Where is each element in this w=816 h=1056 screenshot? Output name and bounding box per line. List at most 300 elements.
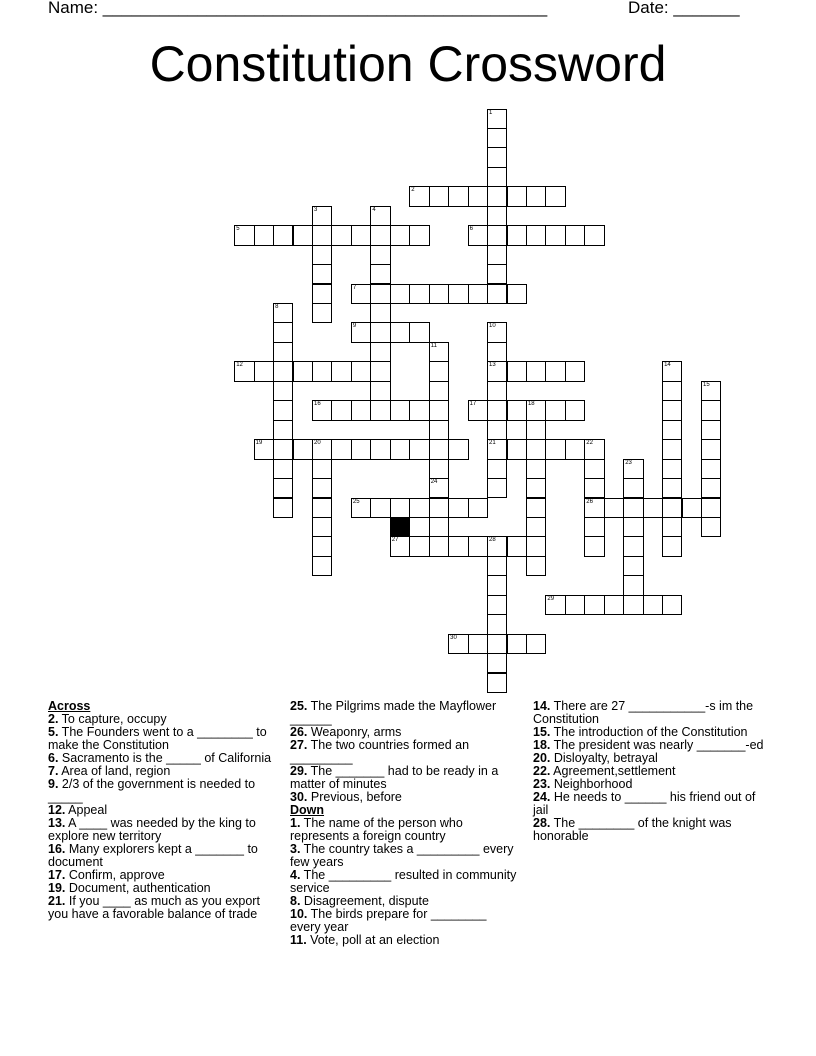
grid-cell[interactable]: [584, 536, 604, 556]
clue-number: 29: [547, 595, 555, 602]
grid-cell[interactable]: [390, 400, 410, 420]
clue-number: 13: [489, 362, 496, 369]
grid-cell[interactable]: [701, 400, 721, 420]
black-cell: [390, 517, 410, 537]
clue-number: 6: [469, 226, 473, 233]
clue-number: 9: [352, 323, 357, 330]
grid-cell[interactable]: [507, 225, 527, 245]
clue-number: 16: [314, 401, 321, 408]
across-clue: [290, 700, 518, 726]
clue-text: The _________ resulted in community service: [290, 868, 517, 895]
grid-cell[interactable]: [409, 186, 429, 206]
grid-cell[interactable]: [623, 575, 643, 595]
grid-cell[interactable]: [254, 361, 274, 381]
grid-cell[interactable]: [565, 225, 585, 245]
grid-cell[interactable]: [487, 342, 507, 362]
grid-cell[interactable]: [526, 400, 546, 420]
grid-cell[interactable]: [507, 361, 527, 381]
grid-cell[interactable]: [429, 536, 449, 556]
grid-cell[interactable]: [468, 284, 488, 304]
grid-cell[interactable]: [331, 400, 351, 420]
clue-text: The _______ had to be ready in a matter of minutes: [290, 764, 499, 791]
grid-cell[interactable]: [487, 459, 507, 479]
grid-cell[interactable]: [331, 361, 351, 381]
grid-cell[interactable]: [623, 595, 643, 615]
clue-number: 9.: [48, 777, 59, 791]
name-field[interactable]: Name: _______________________________________________: [48, 0, 548, 17]
grid-cell[interactable]: [526, 420, 546, 440]
across-clue: [290, 791, 518, 804]
clue-text: If you ____ as much as you export you have a favorable balance of trade: [48, 894, 260, 921]
grid-cell[interactable]: [507, 400, 527, 420]
clue-number: 12.: [48, 803, 66, 817]
clue-text: The country takes a _________ every few years: [290, 842, 514, 869]
grid-cell[interactable]: [409, 322, 429, 342]
clue-number: 23: [625, 459, 632, 466]
grid-cell[interactable]: [351, 498, 371, 518]
clue-number: 1: [489, 109, 493, 116]
across-clue: [48, 895, 276, 921]
clue-text: 2/3 of the government is needed to _____: [48, 777, 256, 804]
grid-cell[interactable]: [409, 225, 429, 245]
clue-number: 19: [255, 440, 263, 447]
grid-cell[interactable]: [526, 439, 546, 459]
clue-text: The name of the person who represents a foreign country: [290, 816, 463, 843]
grid-cell[interactable]: [487, 575, 507, 595]
grid-cell[interactable]: [662, 400, 682, 420]
clue-text: There are 27 ___________-s im the Constitution: [533, 699, 754, 726]
grid-cell[interactable]: [429, 439, 449, 459]
grid-cell[interactable]: [487, 322, 507, 342]
grid-cell[interactable]: [526, 459, 546, 479]
grid-cell[interactable]: [701, 459, 721, 479]
grid-cell[interactable]: [584, 225, 604, 245]
grid-cell[interactable]: [487, 673, 507, 693]
clue-number: 7.: [48, 764, 59, 778]
grid-cell[interactable]: [623, 517, 643, 537]
grid-cell[interactable]: [390, 498, 410, 518]
grid-cell[interactable]: [351, 439, 371, 459]
grid-cell[interactable]: [390, 284, 410, 304]
grid-cell[interactable]: [351, 322, 371, 342]
grid-cell[interactable]: [370, 206, 390, 226]
clue-number: 4: [372, 206, 376, 213]
grid-cell[interactable]: [429, 498, 449, 518]
grid-cell[interactable]: [701, 439, 721, 459]
clue-text: The Founders went to a ________ to make the Constitution: [48, 725, 267, 752]
clue-number: 18: [527, 401, 535, 408]
clue-number: 21: [489, 440, 496, 447]
grid-cell[interactable]: [429, 459, 449, 479]
clue-number: 18.: [533, 738, 551, 752]
clue-text: Area of land, region: [58, 764, 171, 778]
grid-cell[interactable]: [312, 284, 332, 304]
clue-number: 8.: [290, 894, 301, 908]
grid-cell[interactable]: [429, 517, 449, 537]
grid-cell[interactable]: [254, 225, 274, 245]
grid-cell[interactable]: [273, 439, 293, 459]
grid-cell[interactable]: [662, 498, 682, 518]
down-clue: [290, 934, 518, 947]
clue-number: 11.: [290, 933, 307, 947]
grid-cell[interactable]: [273, 361, 293, 381]
grid-cell[interactable]: [545, 361, 565, 381]
grid-cell[interactable]: [545, 439, 565, 459]
grid-cell[interactable]: [370, 303, 390, 323]
clue-number: 22: [586, 440, 593, 447]
grid-cell[interactable]: [409, 439, 429, 459]
grid-cell[interactable]: [584, 595, 604, 615]
clue-number: 29.: [290, 764, 308, 778]
clues-column-3: [533, 700, 773, 843]
grid-cell[interactable]: [701, 498, 721, 518]
grid-cell[interactable]: [409, 284, 429, 304]
grid-cell[interactable]: [312, 556, 332, 576]
grid-cell[interactable]: [312, 498, 332, 518]
grid-cell[interactable]: [312, 400, 332, 420]
grid-cell[interactable]: [351, 225, 371, 245]
grid-cell[interactable]: [623, 536, 643, 556]
grid-cell[interactable]: [273, 342, 293, 362]
grid-cell[interactable]: [487, 361, 507, 381]
grid-cell[interactable]: [604, 595, 624, 615]
clue-number: 24: [430, 479, 438, 486]
clue-text: Weaponry, arms: [307, 725, 402, 739]
clue-text: Previous, before: [307, 790, 402, 804]
clue-number: 30: [450, 634, 457, 641]
grid-cell[interactable]: [526, 361, 546, 381]
grid-cell[interactable]: [273, 498, 293, 518]
clue-number: 8: [275, 304, 279, 310]
grid-cell[interactable]: [312, 517, 332, 537]
grid-cell[interactable]: [623, 556, 643, 576]
across-clue: [290, 765, 518, 791]
grid-cell[interactable]: [545, 186, 565, 206]
grid-cell[interactable]: [312, 303, 332, 323]
clue-text: The birds prepare for ________ every year: [290, 907, 487, 934]
clue-text: Document, authentication: [65, 881, 211, 895]
grid-cell[interactable]: [370, 361, 390, 381]
grid-cell[interactable]: [273, 381, 293, 401]
grid-cell[interactable]: [293, 439, 313, 459]
grid-cell[interactable]: [526, 556, 546, 576]
grid-cell[interactable]: [662, 439, 682, 459]
grid-cell[interactable]: [507, 536, 527, 556]
grid-cell[interactable]: [662, 361, 682, 381]
grid-cell[interactable]: [487, 614, 507, 634]
grid-cell[interactable]: [565, 439, 585, 459]
clue-text: To capture, occupy: [58, 712, 167, 726]
grid-cell[interactable]: [273, 400, 293, 420]
grid-cell[interactable]: [370, 225, 390, 245]
clue-text: Appeal: [65, 803, 108, 817]
grid-cell[interactable]: [448, 536, 468, 556]
grid-cell[interactable]: [662, 459, 682, 479]
grid-cell[interactable]: [487, 167, 507, 187]
grid-cell[interactable]: [254, 439, 274, 459]
grid-cell[interactable]: [701, 420, 721, 440]
grid-cell[interactable]: [487, 147, 507, 167]
down-clue: [533, 817, 773, 843]
clue-number: 6.: [48, 751, 59, 765]
grid-cell[interactable]: [487, 653, 507, 673]
grid-cell[interactable]: [565, 361, 585, 381]
clue-number: 5.: [48, 725, 59, 739]
clue-text: A ____ was needed by the king to explore new territory: [48, 816, 256, 843]
grid-cell[interactable]: [390, 536, 410, 556]
grid-cell[interactable]: [584, 478, 604, 498]
grid-cell[interactable]: [468, 536, 488, 556]
grid-cell[interactable]: [448, 186, 468, 206]
grid-cell[interactable]: [370, 381, 390, 401]
grid-cell[interactable]: [487, 206, 507, 226]
down-clue: [290, 817, 518, 843]
clue-text: Disagreement, dispute: [300, 894, 429, 908]
grid-cell[interactable]: [370, 264, 390, 284]
clue-number: 26: [586, 498, 593, 505]
grid-cell[interactable]: [312, 245, 332, 265]
grid-cell[interactable]: [487, 634, 507, 654]
clue-text: The introduction of the Constitution: [550, 725, 748, 739]
grid-cell[interactable]: [701, 381, 721, 401]
grid-cell[interactable]: [293, 225, 313, 245]
grid-cell[interactable]: [370, 245, 390, 265]
grid-cell[interactable]: [487, 109, 507, 129]
grid-cell[interactable]: [701, 478, 721, 498]
grid-cell[interactable]: [448, 634, 468, 654]
grid-cell[interactable]: [273, 322, 293, 342]
grid-cell[interactable]: [584, 517, 604, 537]
grid-cell[interactable]: [312, 459, 332, 479]
grid-cell[interactable]: [487, 225, 507, 245]
grid-cell[interactable]: [429, 420, 449, 440]
grid-cell[interactable]: [662, 420, 682, 440]
grid-cell[interactable]: [390, 225, 410, 245]
grid-cell[interactable]: [312, 264, 332, 284]
grid-cell[interactable]: [429, 361, 449, 381]
across-clue: [48, 778, 276, 804]
clue-text: Many explorers kept a _______ to document: [48, 842, 258, 869]
down-clue: [533, 700, 773, 726]
grid-cell[interactable]: [682, 498, 702, 518]
grid-cell[interactable]: [545, 225, 565, 245]
grid-cell[interactable]: [487, 128, 507, 148]
grid-cell[interactable]: [234, 361, 254, 381]
grid-cell[interactable]: [584, 459, 604, 479]
grid-cell[interactable]: [507, 634, 527, 654]
grid-cell[interactable]: [468, 186, 488, 206]
grid-cell[interactable]: [468, 225, 488, 245]
grid-cell[interactable]: [662, 381, 682, 401]
clue-number: 24.: [533, 790, 551, 804]
grid-cell[interactable]: [312, 536, 332, 556]
grid-cell[interactable]: [429, 186, 449, 206]
clue-number: 11: [430, 342, 437, 349]
grid-cell[interactable]: [487, 284, 507, 304]
grid-cell[interactable]: [604, 498, 624, 518]
grid-cell[interactable]: [487, 595, 507, 615]
grid-cell[interactable]: [234, 225, 254, 245]
grid-cell[interactable]: [487, 245, 507, 265]
grid-cell[interactable]: [429, 284, 449, 304]
clue-number: 16.: [48, 842, 66, 856]
grid-cell[interactable]: [526, 517, 546, 537]
clue-number: 17: [469, 401, 477, 408]
grid-cell[interactable]: [545, 400, 565, 420]
grid-cell[interactable]: [312, 361, 332, 381]
grid-cell[interactable]: [351, 284, 371, 304]
clue-number: 17.: [48, 868, 66, 882]
grid-cell[interactable]: [468, 400, 488, 420]
grid-cell[interactable]: [526, 186, 546, 206]
grid-cell[interactable]: [584, 498, 604, 518]
clue-number: 27.: [290, 738, 308, 752]
clue-number: 23.: [533, 777, 551, 791]
clue-number: 13.: [48, 816, 66, 830]
across-clue: [48, 817, 276, 843]
grid-cell[interactable]: [701, 517, 721, 537]
down-clue: [290, 869, 518, 895]
grid-cell[interactable]: [448, 284, 468, 304]
grid-cell[interactable]: [468, 634, 488, 654]
grid-cell[interactable]: [409, 400, 429, 420]
grid-cell[interactable]: [565, 595, 585, 615]
clue-number: 30.: [290, 790, 308, 804]
grid-cell[interactable]: [526, 634, 546, 654]
clue-text: The president was nearly _______-ed: [550, 738, 764, 752]
grid-cell[interactable]: [662, 517, 682, 537]
clue-number: 20.: [533, 751, 551, 765]
grid-cell[interactable]: [507, 439, 527, 459]
across-clue: [48, 843, 276, 869]
grid-cell[interactable]: [429, 342, 449, 362]
down-clue: [290, 908, 518, 934]
clue-text: Disloyalty, betrayal: [550, 751, 658, 765]
grid-cell[interactable]: [643, 498, 663, 518]
clue-number: 10.: [290, 907, 308, 921]
clue-text: The two countries formed an _________: [290, 738, 470, 765]
clue-number: 3.: [290, 842, 301, 856]
grid-cell[interactable]: [623, 459, 643, 479]
date-field[interactable]: Date: _______: [628, 0, 740, 17]
grid-cell[interactable]: [623, 498, 643, 518]
grid-cell[interactable]: [273, 478, 293, 498]
across-clue: [48, 726, 276, 752]
grid-cell[interactable]: [273, 420, 293, 440]
clue-number: 4.: [290, 868, 301, 882]
down-heading: Down: [290, 803, 325, 817]
clue-text: Sacramento is the _____ of California: [58, 751, 272, 765]
grid-cell[interactable]: [370, 284, 390, 304]
clue-text: Agreement,settlement: [550, 764, 676, 778]
clue-number: 19.: [48, 881, 66, 895]
grid-cell[interactable]: [623, 478, 643, 498]
grid-cell[interactable]: [487, 400, 507, 420]
grid-cell[interactable]: [526, 225, 546, 245]
grid-cell[interactable]: [507, 186, 527, 206]
grid-cell[interactable]: [487, 478, 507, 498]
page-title: Constitution Crossword: [149, 36, 667, 92]
clue-number: 15.: [533, 725, 551, 739]
grid-cell[interactable]: [487, 381, 507, 401]
grid-cell[interactable]: [312, 225, 332, 245]
grid-cell[interactable]: [390, 439, 410, 459]
grid-cell[interactable]: [409, 536, 429, 556]
clue-text: He needs to ______ his friend out of jail: [533, 790, 756, 817]
grid-cell[interactable]: [565, 400, 585, 420]
clue-number: 26.: [290, 725, 308, 739]
grid-cell[interactable]: [487, 556, 507, 576]
grid-cell[interactable]: [662, 536, 682, 556]
grid-cell[interactable]: [409, 498, 429, 518]
grid-cell[interactable]: [526, 478, 546, 498]
grid-cell[interactable]: [468, 498, 488, 518]
grid-cell[interactable]: [273, 303, 293, 323]
grid-cell[interactable]: [643, 595, 663, 615]
grid-cell[interactable]: [429, 400, 449, 420]
clue-number: 27: [391, 537, 399, 544]
clue-number: 28: [489, 537, 496, 544]
clue-number: 5: [236, 226, 240, 233]
grid-cell[interactable]: [312, 478, 332, 498]
grid-cell[interactable]: [331, 225, 351, 245]
grid-cell[interactable]: [429, 381, 449, 401]
grid-cell[interactable]: [584, 439, 604, 459]
grid-cell[interactable]: [429, 478, 449, 498]
grid-cell[interactable]: [487, 264, 507, 284]
clue-number: 22.: [533, 764, 551, 778]
grid-cell[interactable]: [448, 498, 468, 518]
grid-cell[interactable]: [351, 361, 371, 381]
grid-cell[interactable]: [370, 498, 390, 518]
grid-cell[interactable]: [370, 439, 390, 459]
grid-cell[interactable]: [351, 400, 371, 420]
grid-cell[interactable]: [487, 536, 507, 556]
grid-cell[interactable]: [545, 595, 565, 615]
grid-cell[interactable]: [312, 206, 332, 226]
grid-cell[interactable]: [390, 322, 410, 342]
grid-cell[interactable]: [370, 400, 390, 420]
grid-cell[interactable]: [448, 439, 468, 459]
clue-text: Confirm, approve: [65, 868, 165, 882]
grid-cell[interactable]: [487, 186, 507, 206]
grid-cell[interactable]: [662, 478, 682, 498]
clue-number: 12: [236, 362, 243, 369]
grid-cell[interactable]: [526, 498, 546, 518]
grid-cell[interactable]: [273, 459, 293, 479]
down-clue: [533, 791, 773, 817]
grid-cell[interactable]: [487, 420, 507, 440]
grid-cell[interactable]: [662, 595, 682, 615]
grid-cell[interactable]: [487, 439, 507, 459]
clue-number: 7: [352, 284, 357, 291]
grid-cell[interactable]: [507, 284, 527, 304]
clue-number: 1.: [290, 816, 301, 830]
clues-column-2: [290, 700, 518, 947]
grid-cell[interactable]: [370, 342, 390, 362]
grid-cell[interactable]: [370, 322, 390, 342]
clue-number: 2.: [48, 712, 59, 726]
grid-cell[interactable]: [312, 439, 332, 459]
clue-number: 20: [314, 440, 321, 447]
grid-cell[interactable]: [526, 536, 546, 556]
clues-column-1: [48, 700, 276, 921]
grid-cell[interactable]: [331, 439, 351, 459]
grid-cell[interactable]: [293, 361, 313, 381]
clue-text: Vote, poll at an election: [306, 933, 440, 947]
grid-cell[interactable]: [273, 225, 293, 245]
down-clue: [290, 843, 518, 869]
